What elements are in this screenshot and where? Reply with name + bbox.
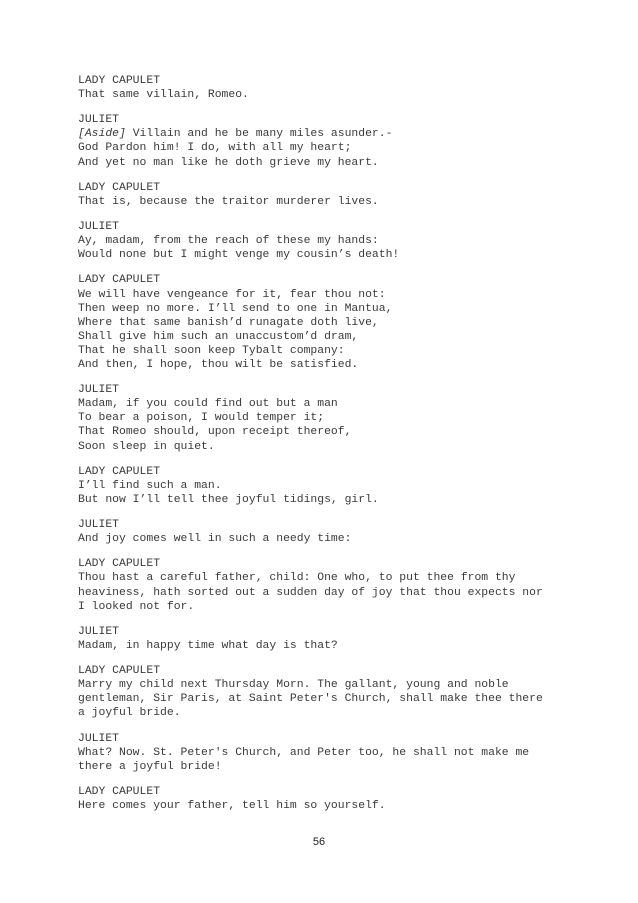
- speaker-name: JULIET: [78, 732, 120, 745]
- dialogue-line: [78, 411, 598, 425]
- line-text: gentleman, Sir Paris, at Saint Peter's Church, shall make thee there: [78, 693, 543, 706]
- dialogue-line: [78, 571, 598, 585]
- line-text: And then, I hope, thou wilt be satisfied.: [78, 358, 359, 371]
- line-text: Villain and he be many miles asunder.-: [125, 128, 393, 141]
- line-text: God Pardon him! I do, with all my heart;: [78, 142, 352, 155]
- dialogue-line: [78, 288, 598, 302]
- dialogue-line: [78, 600, 598, 614]
- speaker-name: JULIET: [78, 114, 120, 127]
- line-text: But now I’ll tell thee joyful tidings, girl.: [78, 493, 379, 506]
- line-text: I looked not for.: [78, 600, 195, 613]
- line-text: We will have vengeance for it, fear thou not:: [78, 288, 386, 301]
- line-text: Where that same banish’d runagate doth live,: [78, 316, 379, 329]
- line-text: a joyful bride.: [78, 707, 181, 720]
- dialogue-line: [78, 344, 598, 358]
- dialogue-line: [78, 330, 598, 344]
- dialogue-line: [78, 479, 598, 493]
- line-text: Here comes your father, tell him so yourself.: [78, 800, 386, 813]
- line-text: Thou hast a careful father, child: One who, to put thee from thy: [78, 572, 516, 585]
- dialogue-block: [78, 220, 598, 262]
- dialogue-line: [78, 141, 598, 155]
- dialogue-block: [78, 518, 598, 546]
- speaker-name: LADY CAPULET: [78, 665, 161, 678]
- line-text: Madam, if you could find out but a man: [78, 398, 338, 411]
- speaker-name: LADY CAPULET: [78, 75, 161, 87]
- line-text: Ay, madam, from the reach of these my hands:: [78, 235, 379, 248]
- line-text: Shall give him such an unaccustom’d dram,: [78, 330, 359, 343]
- dialogue-block: [78, 664, 598, 720]
- line-text: Then weep no more. I’ll send to one in Mantua,: [78, 302, 393, 315]
- speaker-name: JULIET: [78, 625, 120, 638]
- dialogue-block: [78, 74, 598, 102]
- dialogue-line: [78, 195, 598, 209]
- dialogue-line: [78, 706, 598, 720]
- line-text: I’ll find such a man.: [78, 479, 222, 492]
- dialogue-line: [78, 358, 598, 372]
- dialogue-line: [78, 678, 598, 692]
- dialogue-line: [78, 234, 598, 248]
- speaker-name: JULIET: [78, 221, 120, 234]
- script-text: [78, 74, 598, 824]
- dialogue-block: [78, 625, 598, 653]
- line-text: That Romeo should, upon receipt thereof,: [78, 426, 352, 439]
- line-text: there a joyful bride!: [78, 760, 222, 773]
- dialogue-line: [78, 156, 598, 170]
- speaker-name: LADY CAPULET: [78, 785, 161, 798]
- dialogue-line: [78, 746, 598, 760]
- dialogue-line: [78, 425, 598, 439]
- speaker-name: LADY CAPULET: [78, 274, 161, 287]
- line-text: What? Now. St. Peter's Church, and Peter too, he shall not make me: [78, 746, 530, 759]
- dialogue-block: [78, 785, 598, 813]
- dialogue-line: [78, 639, 598, 653]
- dialogue-line: [78, 799, 598, 813]
- speaker-name: LADY CAPULET: [78, 181, 161, 194]
- line-text: Madam, in happy time what day is that?: [78, 639, 338, 652]
- dialogue-line: [78, 88, 598, 102]
- dialogue-block: [78, 557, 598, 613]
- speaker-name: LADY CAPULET: [78, 465, 161, 478]
- line-text: To bear a poison, I would temper it;: [78, 412, 325, 425]
- stage-direction: [Aside]: [78, 128, 126, 141]
- dialogue-line: [78, 302, 598, 316]
- line-text: That he shall soon keep Tybalt company:: [78, 344, 345, 357]
- line-text: heaviness, hath sorted out a sudden day of joy that thou expects nor: [78, 586, 543, 599]
- dialogue-line: [78, 760, 598, 774]
- line-text: That same villain, Romeo.: [78, 89, 249, 102]
- dialogue-line: [78, 692, 598, 706]
- dialogue-line: [78, 127, 598, 141]
- dialogue-block: [78, 273, 598, 372]
- speaker-name: JULIET: [78, 384, 120, 397]
- dialogue-block: [78, 383, 598, 453]
- dialogue-line: [78, 493, 598, 507]
- dialogue-block: [78, 465, 598, 507]
- dialogue-block: [78, 181, 598, 209]
- dialogue-line: [78, 316, 598, 330]
- dialogue-line: [78, 248, 598, 262]
- dialogue-block: [78, 113, 598, 169]
- line-text: That is, because the traitor murderer lives.: [78, 195, 379, 208]
- speaker-name: LADY CAPULET: [78, 558, 161, 571]
- dialogue-line: [78, 440, 598, 454]
- line-text: And joy comes well in such a needy time:: [78, 533, 352, 546]
- dialogue-block: [78, 732, 598, 774]
- speaker-name: JULIET: [78, 519, 120, 532]
- dialogue-line: [78, 586, 598, 600]
- line-text: Marry my child next Thursday Morn. The gallant, young and noble: [78, 679, 509, 692]
- dialogue-line: [78, 532, 598, 546]
- dialogue-line: [78, 397, 598, 411]
- page-number: 56: [312, 836, 326, 848]
- line-text: Would none but I might venge my cousin’s death!: [78, 249, 400, 262]
- line-text: And yet no man like he doth grieve my heart.: [78, 156, 379, 169]
- line-text: Soon sleep in quiet.: [78, 440, 215, 453]
